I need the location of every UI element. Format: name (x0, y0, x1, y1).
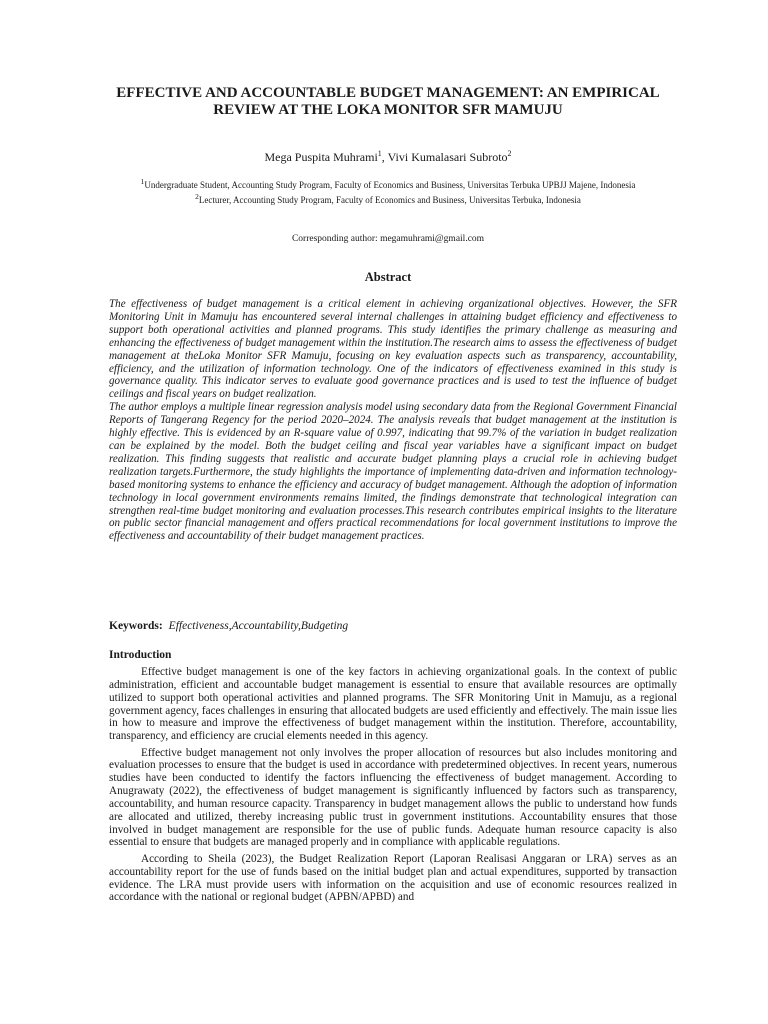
affiliation (125, 176, 651, 191)
abstract-heading: Abstract (364, 270, 412, 284)
affiliation-text: Undergraduate Student, Accounting Study Program, Faculty of Economics and Business, Universitas Terbuka UPBJJ Majene, Indonesia (144, 180, 636, 190)
keywords-line (109, 620, 677, 633)
abstract-paragraph: The author employs a multiple linear regression analysis model using secondary data from the Regional Government Financial Reports of Tangerang Regency for the period 2020–2024. The analysis reveals that budget management at the institution is highly effective. This is evidenced by an R-square value of 0.997, indicating that 99.7% of the variation in budget realization can be explained by the model. Both the budget ceiling and fiscal year variables have a significant impact on budget realization. This finding suggests that realistic and accurate budget planning plays a crucial role in achieving budget realization targets.Furthermore, the study highlights the importance of implementing data-driven and information technology-based monitoring systems to enhance the efficiency and accuracy of budget management. Although the adoption of information technology in local government environments remains limited, the findings demonstrate that technological integration can strengthen real-time budget monitoring and evaluation processes.This research contributes empirical insights to the literature on public sector financial management and offers practical recommendations for local government institutions to improve the effectiveness and accountability of their budget management practices. (109, 401, 677, 543)
body-paragraph: Effective budget management is one of the key factors in achieving organizational goals. In the context of public administration, efficient and accountable budget management is essential to ensure that available resources are optimally utilized to support both operational activities and planned programs. The SFR Monitoring Unit in Mamuju, as a regional government agency, faces challenges in ensuring that allocated budgets are used efficiently and effectively. The main issue lies in how to measure and improve the effectiveness of budget management within the institution. Therefore, accountability, transparency, and efficiency are crucial elements needed in this agency. (109, 666, 677, 743)
body-paragraph: Effective budget management not only involves the proper allocation of resources but also includes monitoring and evaluation processes to ensure that the budget is used in accordance with predetermined objectives. In recent years, numerous studies have been conducted to identify the factors influencing the effectiveness of budget management. According to Anugrawaty (2022), the effectiveness of budget management is significantly influenced by factors such as transparency, accountability, and human resource capacity. Transparency in budget management allows the public to understand how funds are allocated and utilized, thereby increasing public trust in government institutions. Accountability ensures that those involved in budget management are responsible for the use of public funds. Adequate human resource capacity is also essential to ensure that budgets are managed properly and in compliance with applicable regulations. (109, 746, 677, 849)
author-name: Vivi Kumalasari Subroto (387, 150, 508, 164)
affiliation (125, 191, 651, 206)
body-paragraph: According to Sheila (2023), the Budget Realization Report (Laporan Realisasi Anggaran or LRA) serves as an accountability report for the use of funds based on the initial budget plan and actual expenditures, supported by transaction evidence. The LRA must provide users with information on the acquisition and use of economic resources realized in accordance with the national or regional budget (APBN/APBD) and (109, 852, 677, 904)
author-superscript: 2 (507, 149, 512, 158)
abstract-body (109, 298, 677, 543)
author-superscript: 1 (377, 149, 382, 158)
abstract-paragraph: The effectiveness of budget management is a critical element in achieving organizational objectives. However, the SFR Monitoring Unit in Mamuju has encountered several internal challenges in attaining budget efficiency and effectiveness to support both operational activities and planned programs. This study identifies the primary challenge as measuring and enhancing the effectiveness of budget management within the institution.The research aims to assess the effectiveness of budget management at theLoka Monitor SFR Mamuju, focusing on key evaluation aspects such as transparency, accountability, efficiency, and the utilization of information technology. One of the indicators of effectiveness examined in this study is governance quality. This indicator serves to evaluate good governance practices and is used to test the influence of budget ceilings and fiscal years on budget realization. (109, 298, 677, 401)
author-list (100, 146, 676, 165)
keywords-label: Keywords: (109, 620, 163, 632)
author-name: Mega Puspita Muhrami (264, 150, 378, 164)
section-heading-introduction: Introduction (109, 649, 172, 661)
corresponding-author: Corresponding author: megamuhrami@gmail.com (291, 234, 485, 244)
keywords-value: Effectiveness,Accountability,Budgeting (168, 620, 349, 632)
paper-title: EFFECTIVE AND ACCOUNTABLE BUDGET MANAGEMENT: AN EMPIRICAL REVIEW AT THE LOKA MONITOR SFR MAMUJU (116, 85, 660, 118)
affiliations (125, 176, 651, 206)
affiliation-superscript: 2 (195, 192, 199, 201)
affiliation-superscript: 1 (140, 177, 145, 186)
introduction-body (109, 666, 677, 908)
author-separator: , (381, 150, 388, 164)
affiliation-text: Lecturer, Accounting Study Program, Faculty of Economics and Business, Universitas Terbuka, Indonesia (198, 195, 581, 205)
